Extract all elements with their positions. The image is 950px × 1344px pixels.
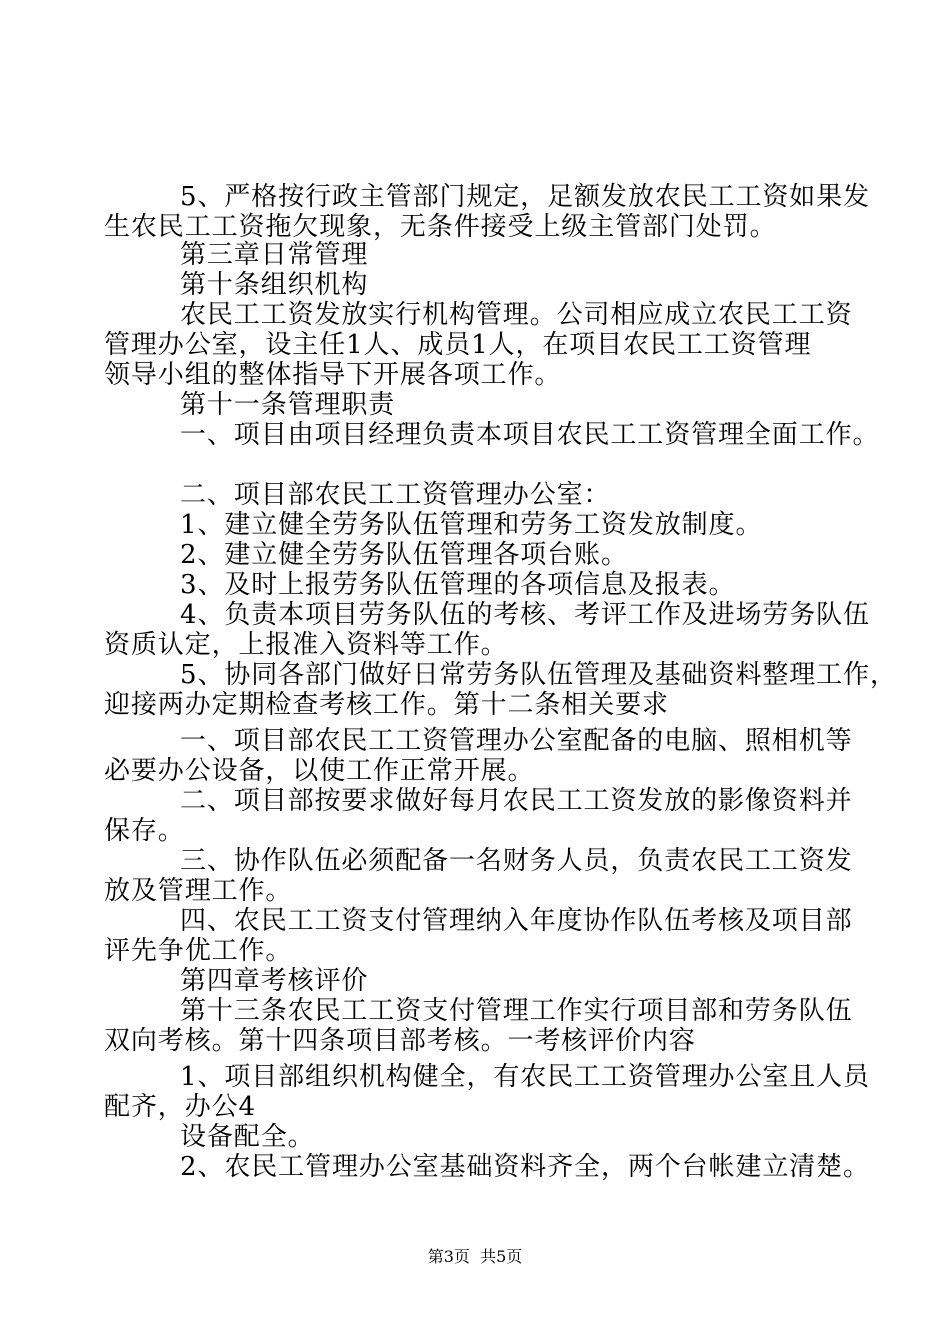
paragraph-line: 一、项目由项目经理负责本项目农民工工资管理全面工作。 — [180, 420, 880, 450]
chapter-heading: 第四章考核评价 — [180, 966, 369, 996]
paragraph-line: 必要办公设备，以使工作正常开展。 — [104, 756, 535, 786]
list-item: 2、农民工管理办公室基础资料齐全，两个台帐建立清楚。 — [180, 1152, 870, 1182]
paragraph-line: 四、农民工工资支付管理纳入年度协作队伍考核及项目部 — [180, 906, 853, 936]
paragraph-line: 管理办公室，设主任1人、成员1人，在项目农民工工资管理 — [104, 330, 812, 360]
paragraph-line: 5、严格按行政主管部门规定，足额发放农民工工资如果发 — [180, 182, 870, 212]
list-item: 1、项目部组织机构健全，有农民工工资管理办公室且人员 — [180, 1062, 870, 1092]
list-item-continuation: 配齐，办公4 — [104, 1092, 256, 1122]
paragraph-line: 保存。 — [104, 816, 185, 846]
paragraph-line: 二、项目部按要求做好每月农民工工资发放的影像资料并 — [180, 786, 853, 816]
article-heading: 第十一条管理职责 — [180, 390, 396, 420]
paragraph-line: 设备配全。 — [180, 1122, 315, 1152]
paragraph-line: 放及管理工作。 — [104, 876, 293, 906]
paragraph-line: 农民工工资发放实行机构管理。公司相应成立农民工工资 — [180, 300, 853, 330]
article-heading: 第十条组织机构 — [180, 270, 369, 300]
chapter-heading: 第三章日常管理 — [180, 240, 369, 270]
list-item: 4、负责本项目劳务队伍的考核、考评工作及进场劳务队伍 — [180, 600, 870, 630]
list-item: 3、及时上报劳务队伍管理的各项信息及报表。 — [180, 570, 736, 600]
paragraph-line: 一、项目部农民工工资管理办公室配备的电脑、照相机等 — [180, 726, 853, 756]
paragraph-line: 二、项目部农民工工资管理办公室： — [180, 480, 611, 510]
list-item: 5、协同各部门做好日常劳务队伍管理及基础资料整理工作， — [180, 660, 897, 690]
paragraph-line: 第十三条农民工工资支付管理工作实行项目部和劳务队伍 — [180, 996, 853, 1026]
list-item-continuation: 迎接两办定期检查考核工作。第十二条相关要求 — [104, 690, 669, 720]
list-item-continuation: 资质认定，上报准入资料等工作。 — [104, 630, 508, 660]
paragraph-line: 双向考核。第十四条项目部考核。一考核评价内容 — [104, 1026, 696, 1056]
list-item: 1、建立健全劳务队伍管理和劳务工资发放制度。 — [180, 510, 763, 540]
list-item: 2、建立健全劳务队伍管理各项台账。 — [180, 540, 628, 570]
paragraph-line: 领导小组的整体指导下开展各项工作。 — [104, 360, 562, 390]
paragraph-line: 评先争优工作。 — [104, 936, 293, 966]
paragraph-line: 生农民工工资拖欠现象，无条件接受上级主管部门处罚。 — [104, 212, 777, 242]
paragraph-line: 三、协作队伍必须配备一名财务人员，负责农民工工资发 — [180, 846, 853, 876]
page-number-footer: 第3页 共5页 — [427, 1247, 523, 1266]
